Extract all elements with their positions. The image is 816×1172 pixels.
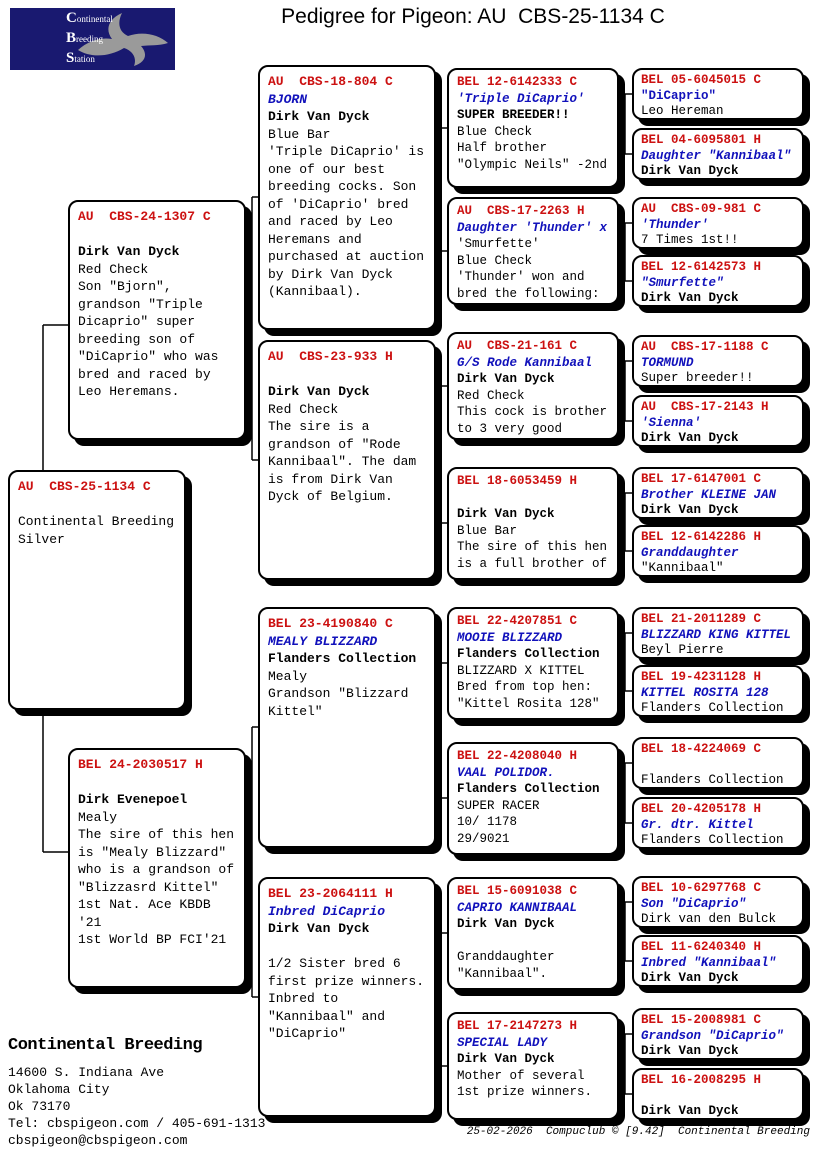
box-text-line: Beyl Pierre	[641, 643, 724, 657]
box-text-line: "Kittel Rosita 128"	[457, 696, 600, 711]
box-text-line: Dicaprio" super	[78, 314, 196, 329]
pedigree-box-gen4-4[interactable]	[447, 467, 619, 580]
ring-number: BEL 12-6142573 H	[641, 260, 762, 274]
footer-address-line: Ok 73170	[8, 1099, 71, 1114]
pedigree-box-gen3-3[interactable]	[258, 607, 436, 848]
pigeon-name: KITTEL ROSITA 128	[641, 685, 769, 700]
box-text-line: Silver	[18, 531, 65, 547]
box-text-line: Mother of several	[457, 1068, 585, 1083]
pedigree-box-gen5-10[interactable]	[632, 665, 804, 717]
ring-number: BEL 10-6297768 C	[641, 881, 762, 895]
box-text-line: Heremans and	[268, 231, 362, 247]
pedigree-box-gen5-3[interactable]	[632, 197, 804, 249]
box-text-line: Dirk Van Dyck	[457, 507, 555, 521]
box-text-line	[641, 1089, 795, 1105]
footer-org-name: Continental Breeding	[8, 1036, 203, 1055]
pigeon-name: 'Triple DiCaprio'	[457, 91, 585, 106]
logo-line-continental: Continental	[66, 10, 113, 26]
box-text-line: one of our best	[268, 161, 386, 177]
footer-program-stamp: 25-02-2026 Compuclub © [9.42] Continental Breeding	[466, 1126, 810, 1138]
pedigree-box-gen5-16[interactable]	[632, 1068, 804, 1120]
ring-number: AU CBS-09-981 C	[641, 202, 762, 216]
box-text-line: Super breeder!!	[641, 371, 754, 385]
pigeon-name: BJORN	[268, 91, 308, 107]
box-text-line: Half brother	[457, 141, 548, 155]
box-text-line: Dirk Van Dyck	[268, 384, 370, 399]
box-text-line: Red Check	[457, 388, 525, 403]
box-text-line	[268, 938, 426, 956]
pigeon-name: SPECIAL LADY	[457, 1035, 548, 1050]
box-text-line: of 'DiCaprio' bred	[268, 196, 409, 212]
box-text-line: Flanders Collection	[268, 651, 417, 666]
box-text-line	[78, 226, 236, 244]
ring-number: BEL 22-4207851 C	[457, 614, 578, 628]
pedigree-box-sire[interactable]	[68, 200, 246, 440]
box-text-line: Inbred to	[268, 991, 339, 1006]
pigeon-name: MEALY BLIZZARD	[268, 633, 378, 649]
ring-number: BEL 22-4208040 H	[457, 749, 578, 763]
box-text-line: is from Dirk Van	[268, 471, 393, 487]
box-text-line: Blue Bar	[457, 523, 518, 538]
pigeon-name: Inbred "Kannibaal"	[641, 955, 777, 970]
box-text-line	[18, 496, 176, 514]
pedigree-box-gen4-7[interactable]	[447, 877, 619, 990]
box-text-line: "Olympic Neils" -2nd	[457, 157, 608, 172]
box-text-line: Dirk Van Dyck	[641, 1104, 739, 1118]
pedigree-box-gen5-12[interactable]	[632, 797, 804, 849]
box-text-line: Dirk Van Dyck	[641, 164, 739, 178]
box-text-line: Dirk Van Dyck	[457, 372, 555, 386]
box-text-line: Flanders Collection	[641, 833, 784, 847]
box-text-line: The sire of this hen	[457, 540, 608, 554]
box-text-line: Dirk Van Dyck	[457, 917, 555, 931]
pedigree-box-gen4-5[interactable]	[447, 607, 619, 720]
box-text-line: breeding son of	[78, 331, 196, 347]
ring-number: AU CBS-25-1134 C	[18, 479, 151, 494]
pigeon-name: Granddaughter	[641, 545, 739, 560]
box-text-line: 1/2 Sister bred 6	[268, 956, 401, 971]
box-text-line: Blue Check	[457, 124, 533, 139]
ring-number: AU CBS-17-2263 H	[457, 204, 585, 218]
box-text-line: Son "Bjorn",	[78, 279, 172, 294]
box-text-line: and raced by Leo	[268, 214, 393, 229]
pedigree-box-gen4-8[interactable]	[447, 1012, 619, 1120]
box-text-line: Kannibaal". The dam	[268, 454, 417, 469]
box-text-line: "DiCaprio"	[268, 1026, 347, 1041]
box-text-line	[457, 490, 609, 507]
ring-number: BEL 15-6091038 C	[457, 884, 578, 898]
box-text-line: Flanders Collection	[457, 782, 600, 796]
box-text-line: This cock is brother	[457, 405, 608, 419]
pedigree-box-gen4-1[interactable]	[447, 68, 619, 188]
box-text-line: is "Mealy Blizzard"	[78, 844, 227, 860]
box-text-line: Dirk Van Dyck	[641, 1044, 739, 1058]
ring-number: AU CBS-17-2143 H	[641, 400, 769, 414]
ring-number: AU CBS-21-161 C	[457, 339, 578, 353]
box-text-line: is a full brother of	[457, 556, 608, 571]
pedigree-box-gen3-1[interactable]	[258, 65, 436, 330]
pigeon-name: CAPRIO KANNIBAAL	[457, 900, 578, 915]
ring-number: BEL 15-2008981 C	[641, 1013, 762, 1027]
footer-phone-line: Tel: cbspigeon.com / 405-691-1313	[8, 1116, 266, 1131]
pedigree-box-gen5-8[interactable]	[632, 525, 804, 577]
pedigree-box-gen5-7[interactable]	[632, 467, 804, 519]
box-text-line: grandson of "Rode	[268, 436, 401, 452]
box-text-line	[457, 933, 609, 950]
box-text-line: 29/9021	[457, 831, 510, 846]
box-text-line: Dirk Van Dyck	[641, 291, 739, 305]
box-text-line: Dirk Evenepoel	[78, 792, 188, 807]
ring-number: BEL 17-6147001 C	[641, 472, 762, 486]
box-text-line: grandson "Triple	[78, 296, 203, 312]
box-text-line	[268, 366, 426, 384]
footer-address-line: Oklahoma City	[8, 1082, 110, 1097]
pedigree-box-gen5-6[interactable]	[632, 395, 804, 447]
box-text-line: 'Triple DiCaprio' is	[268, 144, 425, 159]
pedigree-box-gen5-1[interactable]	[632, 68, 804, 120]
box-text-line: Flanders Collection	[641, 701, 784, 715]
ring-number: BEL 18-6053459 H	[457, 474, 578, 488]
box-text-line: Red Check	[78, 261, 149, 277]
box-text-line: Dirk Van Dyck	[78, 244, 180, 259]
logo-line-breeding: Breeding	[66, 30, 104, 46]
box-text-line: to 3 very good	[457, 421, 563, 436]
box-text-line: breeding cocks. Son	[268, 179, 417, 194]
box-text-line: Red Check	[268, 401, 339, 417]
box-text-line: Dirk Van Dyck	[641, 503, 739, 517]
page-title: Pedigree for Pigeon: AU CBS-25-1134 C	[281, 5, 665, 28]
box-text-line: Kittel"	[268, 703, 323, 719]
pedigree-box-gen4-6[interactable]	[447, 742, 619, 855]
box-text-line: Continental Breeding	[18, 514, 175, 529]
box-text-line: Dirk Van Dyck	[268, 109, 370, 124]
pigeon-name: "DiCaprio"	[641, 88, 717, 103]
box-text-line: purchased at auction	[268, 249, 425, 264]
pedigree-box-dam[interactable]	[68, 748, 246, 988]
pigeon-name: G/S Rode Kannibaal	[457, 355, 593, 370]
box-text-line: first prize winners.	[268, 973, 425, 989]
box-text-line: "Kannibaal" and	[268, 1008, 386, 1024]
pigeon-name: Grandson "DiCaprio"	[641, 1028, 784, 1043]
box-text-line: SUPER RACER	[457, 798, 540, 813]
box-text-line: 1st Nat. Ace KBDB	[78, 897, 211, 912]
pigeon-name: Daughter 'Thunder' x	[457, 220, 608, 235]
box-text-line: Dirk Van Dyck	[641, 971, 739, 985]
box-text-line	[641, 758, 795, 774]
box-text-line: Blue Check	[457, 253, 533, 268]
ring-number: AU CBS-18-804 C	[268, 74, 393, 89]
box-text-line: 10/ 1178	[457, 815, 518, 829]
box-text-line: '21	[78, 914, 102, 930]
logo-line-station: Station	[66, 50, 95, 66]
footer-address-line: 14600 S. Indiana Ave	[8, 1065, 165, 1080]
ring-number: BEL 12-6142286 H	[641, 530, 762, 544]
box-text-line: 'Smurfette'	[457, 237, 540, 251]
pedigree-box-gen5-14[interactable]	[632, 935, 804, 987]
pigeon-name: Brother KLEINE JAN	[641, 487, 777, 502]
box-text-line: bred the following:	[457, 286, 600, 301]
pedigree-box-gen5-11[interactable]	[632, 737, 804, 789]
ring-number: BEL 24-2030517 H	[78, 757, 203, 772]
ring-number: BEL 19-4231128 H	[641, 670, 762, 684]
box-text-line: Flanders Collection	[457, 647, 600, 661]
pigeon-name: TORMUND	[641, 355, 694, 370]
box-text-line: The sire of this hen	[78, 827, 235, 842]
box-text-line: Mealy	[78, 809, 118, 825]
box-text-line: 'Thunder' won and	[457, 270, 585, 284]
ring-number: BEL 23-2064111 H	[268, 886, 393, 901]
pigeon-name: VAAL POLIDOR.	[457, 765, 555, 780]
box-text-line: 1st prize winners.	[457, 1085, 593, 1099]
ring-number: AU CBS-24-1307 C	[78, 209, 211, 224]
box-text-line: Blue Bar	[268, 126, 331, 142]
pedigree-box-gen3-4[interactable]	[258, 877, 436, 1117]
box-text-line: Bred from top hen:	[457, 680, 593, 694]
ring-number: BEL 04-6095801 H	[641, 133, 762, 147]
box-text-line: "DiCaprio" who was	[78, 349, 219, 364]
box-text-line: bred and raced by	[78, 366, 211, 382]
pigeon-name: Gr. dtr. Kittel	[641, 817, 754, 832]
box-text-line	[78, 774, 236, 792]
pigeon-name: "Smurfette"	[641, 275, 724, 290]
box-text-line: Mealy	[268, 668, 308, 684]
box-text-line: The sire is a	[268, 419, 370, 434]
pedigree-box-gen5-9[interactable]	[632, 607, 804, 659]
box-text-line: (Kannibaal).	[268, 284, 362, 299]
box-text-line: "Blizzasrd Kittel"	[78, 879, 219, 895]
ring-number: AU CBS-23-933 H	[268, 349, 393, 364]
box-text-line: by Dirk Van Dyck	[268, 266, 393, 282]
box-text-line: "Kannibaal"	[641, 561, 724, 575]
box-text-line: BLIZZARD X KITTEL	[457, 663, 585, 678]
pedigree-box-gen5-2[interactable]	[632, 128, 804, 180]
pedigree-box-gen5-15[interactable]	[632, 1008, 804, 1060]
pedigree-box-gen5-4[interactable]	[632, 255, 804, 307]
box-text-line: Granddaughter	[457, 950, 555, 964]
pigeon-name: Inbred DiCaprio	[268, 903, 386, 919]
ring-number: BEL 23-4190840 C	[268, 616, 393, 631]
pedigree-box-gen3-2[interactable]	[258, 340, 436, 580]
box-text-line: Grandson "Blizzard	[268, 686, 409, 701]
box-text-line: Dirk Van Dyck	[268, 921, 370, 936]
pedigree-box-gen5-5[interactable]	[632, 335, 804, 387]
box-text-line: Dirk van den Bulck	[641, 912, 777, 926]
pigeon-name: Son "DiCaprio"	[641, 896, 747, 911]
ring-number: BEL 11-6240340 H	[641, 940, 762, 954]
ring-number: BEL 05-6045015 C	[641, 73, 762, 87]
pedigree-box-subject[interactable]	[8, 470, 186, 710]
ring-number: BEL 18-4224069 C	[641, 742, 762, 756]
ring-number: BEL 17-2147273 H	[457, 1019, 578, 1033]
box-text-line: Dyck of Belgium.	[268, 489, 393, 504]
pigeon-name: 'Thunder'	[641, 217, 709, 232]
footer-email-line: cbspigeon@cbspigeon.com	[8, 1133, 188, 1148]
ring-number: BEL 20-4205178 H	[641, 802, 762, 816]
footer-address-block	[8, 1064, 265, 1149]
box-text-line: who is a grandson of	[78, 862, 235, 877]
box-text-line: Dirk Van Dyck	[641, 431, 739, 445]
pedigree-box-gen4-3[interactable]	[447, 332, 619, 440]
box-text-line: Flanders Collection	[641, 773, 784, 787]
box-text-line: Dirk Van Dyck	[457, 1052, 555, 1066]
box-text-line: Leo Heremans.	[78, 384, 180, 399]
ring-number: BEL 21-2011289 C	[641, 612, 762, 626]
box-text-line: 7 Times 1st!!	[641, 233, 739, 247]
box-text-line: SUPER BREEDER!!	[457, 108, 570, 122]
box-text-line: Leo Hereman	[641, 104, 724, 118]
ring-number: AU CBS-17-1188 C	[641, 340, 769, 354]
pedigree-box-gen5-13[interactable]	[632, 876, 804, 928]
box-text-line: "Kannibaal".	[457, 966, 548, 981]
pigeon-name: 'Sienna'	[641, 415, 702, 430]
ring-number: BEL 16-2008295 H	[641, 1073, 762, 1087]
box-text-line: 1st World BP FCI'21	[78, 932, 227, 947]
pigeon-name: MOOIE BLIZZARD	[457, 630, 563, 645]
pedigree-box-gen4-2[interactable]	[447, 197, 619, 305]
pigeon-name: Daughter "Kannibaal"	[641, 148, 792, 163]
ring-number: BEL 12-6142333 C	[457, 75, 578, 89]
pigeon-name: BLIZZARD KING KITTEL	[641, 627, 792, 642]
